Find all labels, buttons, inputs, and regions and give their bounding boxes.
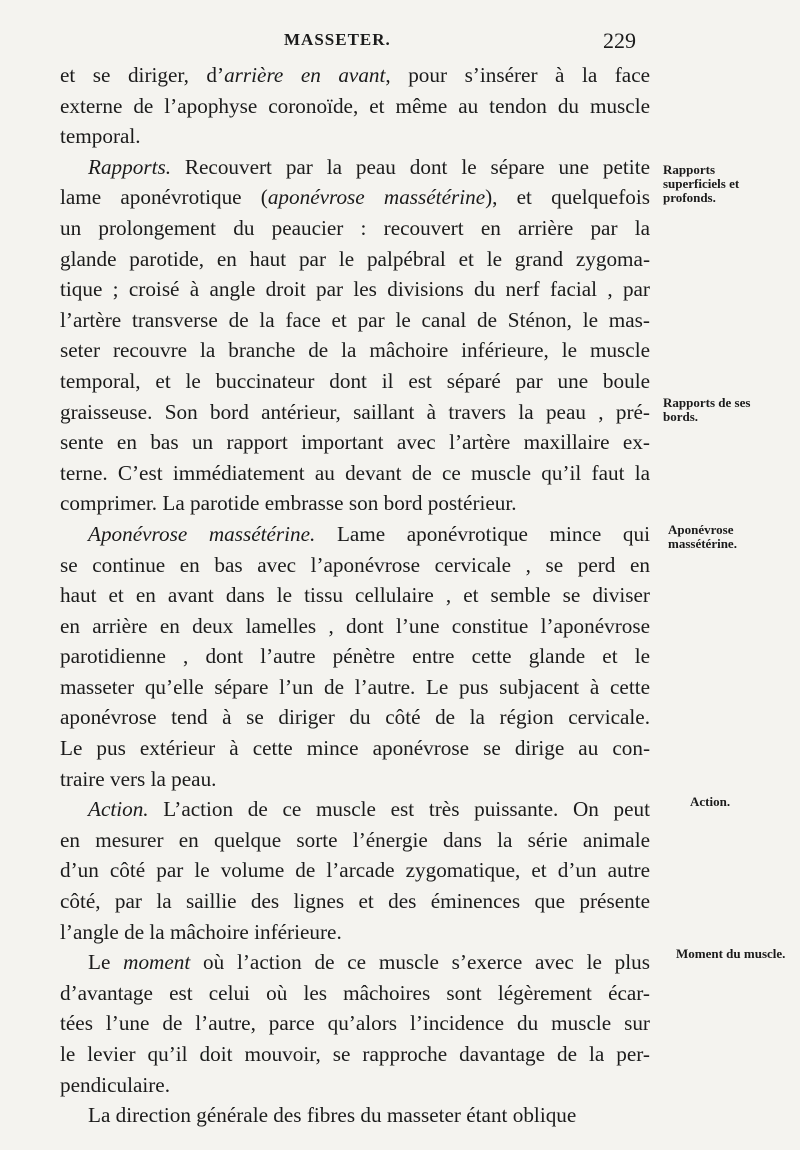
text-run: l’artère transverse de la face et par le canal de Sténon, le mas- xyxy=(60,307,650,332)
italic-run: Aponévrose massétérine. xyxy=(88,521,316,546)
running-header: MASSETER. xyxy=(284,30,391,49)
text-run: La direction générale des fibres du masseter étant oblique xyxy=(88,1103,577,1128)
sidenote-rapports: Rapports superficiels et profonds. xyxy=(663,162,740,205)
text-run: temporal. xyxy=(60,124,141,149)
text-run: tique ; croisé à angle droit par les divisions du nerf facial , par xyxy=(60,277,650,302)
text-run: terne. C’est immédiatement au devant de ce muscle qu’il faut la xyxy=(60,460,650,485)
text-run: un prolongement du peaucier : recouvert en arrière par la xyxy=(60,215,650,240)
text-line xyxy=(60,764,650,795)
text-line xyxy=(60,91,650,122)
text-line xyxy=(60,335,650,366)
text-line xyxy=(60,60,650,91)
page-number: 229 xyxy=(603,28,636,53)
text-line xyxy=(60,152,650,183)
text-run: sente en bas un rapport important avec l’artère maxillaire ex- xyxy=(60,430,650,455)
text-line xyxy=(60,1008,650,1039)
text-line xyxy=(60,1100,650,1131)
text-line xyxy=(60,917,650,948)
text-run: et se diriger, d’ xyxy=(60,63,225,87)
text-line xyxy=(60,182,650,213)
italic-run: Action. xyxy=(88,797,149,822)
paragraph xyxy=(60,519,650,794)
text-run: , pour s’insérer à la face xyxy=(385,63,651,87)
text-line xyxy=(60,947,650,978)
sidenote-moment: Moment du muscle. xyxy=(676,946,786,961)
text-run: pendiculaire. xyxy=(60,1072,171,1097)
text-run: Le pus extérieur à cette mince aponévrose se dirige au con- xyxy=(60,736,650,761)
paragraph xyxy=(60,152,650,519)
text-run: se continue en bas avec l’aponévrose cervicale , se perd en xyxy=(60,552,650,577)
text-run: masseter qu’elle sépare l’un de l’autre. Le pus subjacent à cette xyxy=(60,674,650,699)
text-line xyxy=(60,886,650,917)
italic-run: arrière en avant xyxy=(224,63,386,87)
text-run: seter recouvre la branche de la mâchoire inférieure, le muscle xyxy=(60,338,650,363)
text-run: externe de l’apophyse coronoïde, et même au tendon du muscle xyxy=(60,93,650,118)
text-line xyxy=(60,121,650,152)
text-line xyxy=(60,305,650,336)
text-line xyxy=(60,1070,650,1101)
text-run: d’un côté par le volume de l’arcade zygomatique, et d’un autre xyxy=(60,858,650,883)
text-run: d’avantage est celui où les mâchoires sont légèrement écar- xyxy=(60,980,650,1005)
paragraph xyxy=(60,947,650,1100)
text-line xyxy=(60,611,650,642)
text-line xyxy=(60,458,650,489)
italic-run: Rapports. xyxy=(88,154,171,179)
paragraph xyxy=(60,794,650,947)
text-line xyxy=(60,825,650,856)
italic-run: moment xyxy=(123,950,191,975)
text-line xyxy=(60,397,650,428)
paragraph xyxy=(60,1100,650,1131)
text-run: le levier qu’il doit mouvoir, se rapproche davantage de la per- xyxy=(60,1042,650,1066)
text-run: tées l’une de l’autre, parce qu’alors l’incidence du muscle sur xyxy=(60,1011,650,1036)
sidenote-aponevrose: Aponévrose massétérine. xyxy=(668,522,737,551)
text-run: graisseuse. Son bord antérieur, saillant à travers la peau , pré- xyxy=(60,399,650,424)
text-run: parotidienne , dont l’autre pénètre entre cette glande et le xyxy=(60,644,650,669)
sidenote-action: Action. xyxy=(690,794,731,809)
text-line xyxy=(60,978,650,1009)
text-run: aponévrose tend à se diriger du côté de la région cervicale. xyxy=(60,705,650,730)
text-run: en arrière en deux lamelles , dont l’une constitue l’aponévrose xyxy=(60,613,650,638)
text-run: où l’action de ce muscle s’exerce avec le plus xyxy=(190,950,650,975)
text-line xyxy=(60,855,650,886)
text-run: lame aponévrotique ( xyxy=(60,185,268,210)
text-run: ), et quelquefois xyxy=(485,185,650,210)
text-line xyxy=(60,672,650,703)
text-line xyxy=(60,641,650,672)
text-line xyxy=(60,488,650,519)
text-run: temporal, et le buccinateur dont il est séparé par une boule xyxy=(60,368,650,393)
text-run: haut et en avant dans le tissu cellulaire , et semble se diviser xyxy=(60,583,650,608)
text-run: en mesurer en quelque sorte l’énergie dans la série animale xyxy=(60,827,650,852)
text-run: Le xyxy=(88,950,124,975)
text-line xyxy=(60,733,650,764)
text-line xyxy=(60,366,650,397)
text-run: glande parotide, en haut par le palpébral et le grand zygoma- xyxy=(60,246,650,271)
text-run: traire vers la peau. xyxy=(60,766,217,791)
text-line xyxy=(60,274,650,305)
text-line xyxy=(60,794,650,825)
text-line xyxy=(60,702,650,733)
body-text xyxy=(60,60,650,1131)
text-run: Recouvert par la peau dont le sépare une petite xyxy=(171,154,650,179)
paragraph xyxy=(60,60,650,152)
text-run: Lame aponévrotique mince qui xyxy=(315,521,650,546)
text-line xyxy=(60,550,650,581)
text-line xyxy=(60,519,650,550)
sidenote-rapports-bords: Rapports de ses bords. xyxy=(663,395,751,424)
text-run: côté, par la saillie des lignes et des éminences que présente xyxy=(60,889,650,914)
text-line xyxy=(60,213,650,244)
text-run: L’action de ce muscle est très puissante. On peut xyxy=(148,797,650,822)
text-line xyxy=(60,580,650,611)
text-run: comprimer. La parotide embrasse son bord postérieur. xyxy=(60,491,517,516)
text-line xyxy=(60,1039,650,1070)
text-line xyxy=(60,427,650,458)
text-line xyxy=(60,244,650,275)
italic-run: aponévrose massétérine xyxy=(267,185,486,210)
text-run: l’angle de la mâchoire inférieure. xyxy=(60,919,342,944)
